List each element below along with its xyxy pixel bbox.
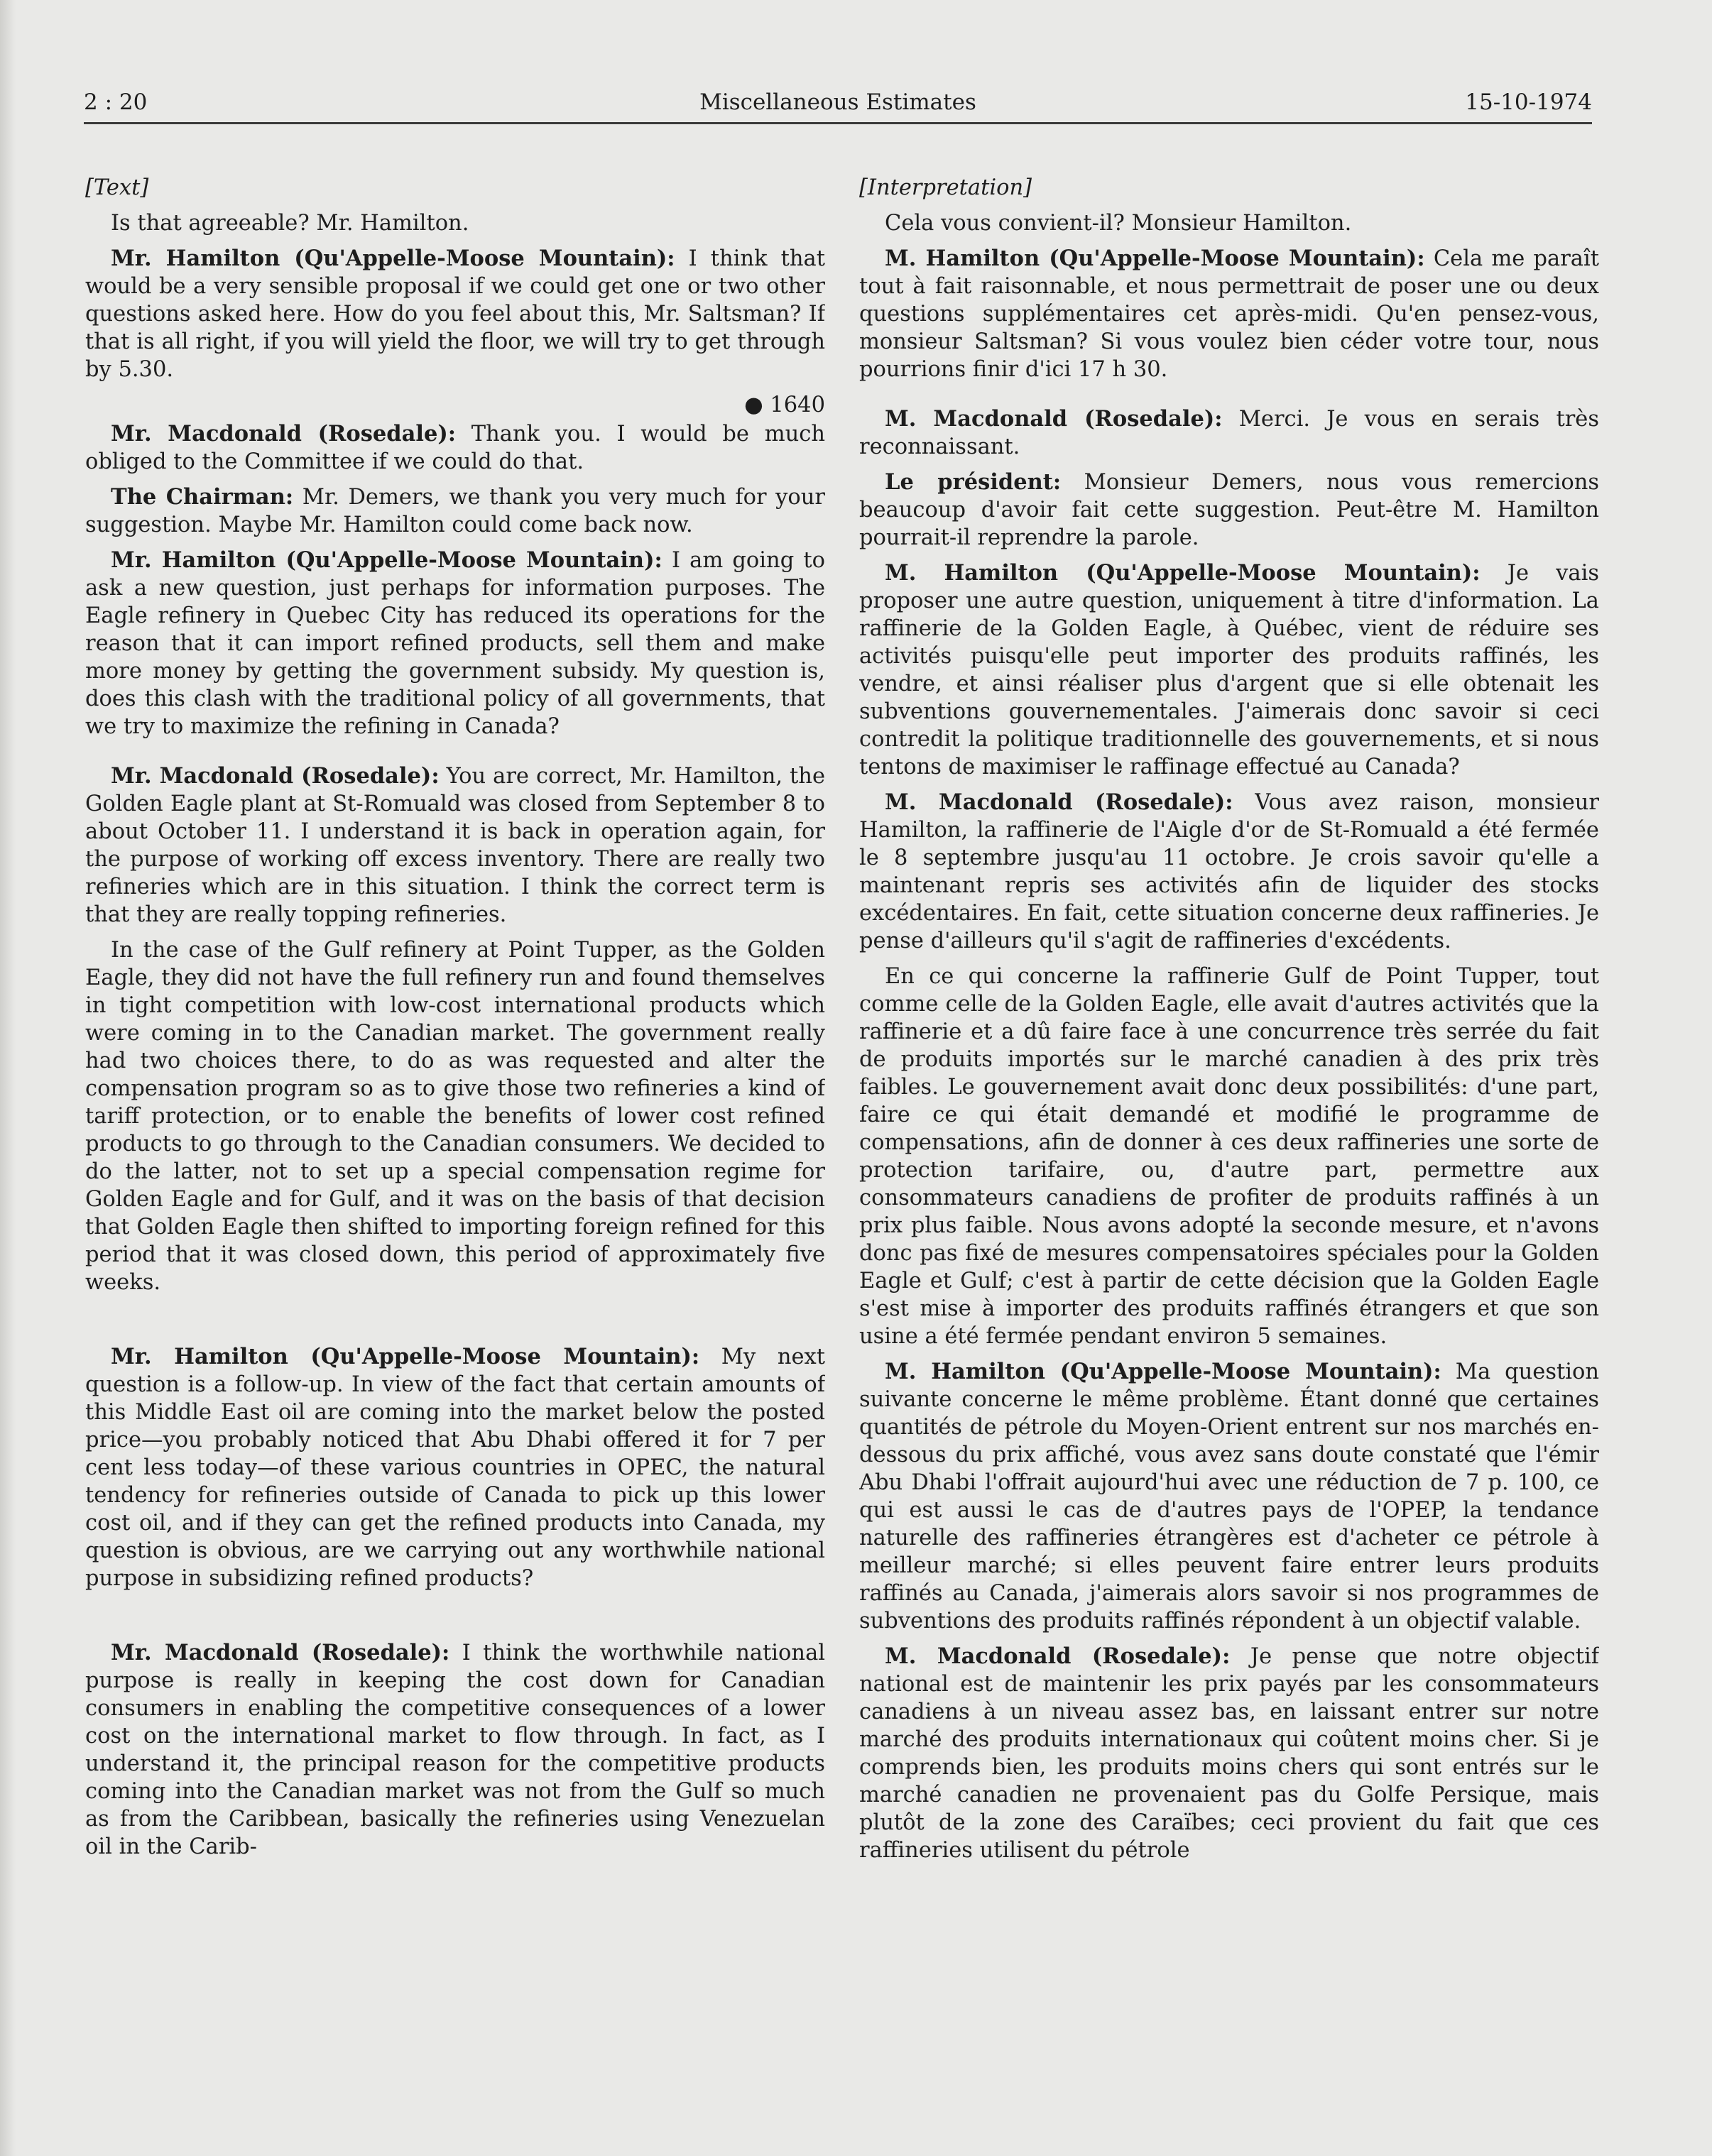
speech-text: I think that would be a very sensible proposal if we could get one or two other questions asked here. How do you feel about this, Mr. Saltsman? If that is all right, if you will yield the floor, we will try to get through by 5.30. bbox=[85, 246, 825, 382]
running-title: Miscellaneous Estimates bbox=[699, 89, 976, 115]
paragraph bbox=[859, 559, 1599, 781]
paragraph bbox=[85, 547, 825, 740]
speaker-name: Mr. Macdonald (Rosedale): bbox=[111, 1640, 450, 1665]
speech-text: My next question is a follow-up. In view of the fact that certain amounts of this Middle East oil are coming into the market below the posted price—you probably noticed that Abu Dhabi offered it for 7 per cent less today—of these various countries in OPEC, the natural tendency for refineries outside of Canada to pick up this lower cost oil, and if they can get the refined products into Canada, my question is obvious, are we carrying out any worthwhile national purpose in subsidizing refined products? bbox=[85, 1345, 825, 1591]
paragraph: In the case of the Gulf refinery at Point Tupper, as the Golden Eagle, they did not have the full refinery run and found themselves in tight competition with low-cost international products which were coming in to the Canadian market. The government really had two choices there, to do as was requested and alter the compensation program so as to give those two refineries a kind of tariff protection, or to enable the benefits of lower cost refined products to go through to the Canadian consumers. We decided to do the latter, not to set up a special compensation regime for Golden Eagle and for Gulf, and it was on the basis of that decision that Golden Eagle then shifted to importing foreign refined for this period that it was closed down, this period of approximately five weeks. bbox=[85, 938, 825, 1295]
speech-text: I am going to ask a new question, just perhaps for information purposes. The Eagle refinery in Quebec City has reduced its operations for the reason that it can import refined products, sell them and make more money by getting the government subsidy. My question is, does this clash with the traditional policy of all governments, that we try to maximize the refining in Canada? bbox=[85, 548, 825, 739]
speech-text: You are correct, Mr. Hamilton, the Golden Eagle plant at St-Romuald was closed from September 8 to about October 11. I understand it is back in operation again, for the purpose of working off excess inventory. There are really two refineries which are in this situation. I think the correct term is that they are really topping refineries. bbox=[85, 764, 825, 927]
speaker-name: The Chairman: bbox=[111, 484, 294, 510]
paragraph bbox=[85, 762, 825, 929]
page-date: 15-10-1974 bbox=[1465, 89, 1592, 115]
paragraph bbox=[85, 1343, 825, 1592]
speech-text: Je vais proposer une autre question, uniquement à titre d'information. La raffinerie de la Golden Eagle, à Québec, vient de réduire ses activités puisqu'elle peut importer des produits raffinés, les vendre, et ainsi réaliser plus d'argent que si elle obtenait les subventions gouvernementales. J'aimerais donc savoir si ceci contredit la politique traditionnelle des gouvernements, et si nous tentons de maximiser le raffinage effectué au Canada? bbox=[859, 561, 1599, 779]
speaker-name: M. Macdonald (Rosedale): bbox=[885, 1643, 1231, 1669]
paragraph: Cela vous convient-il? Monsieur Hamilton. bbox=[885, 211, 1352, 236]
speaker-name: Mr. Hamilton (Qu'Appelle-Moose Mountain): bbox=[111, 1344, 700, 1369]
page-edge bbox=[0, 0, 16, 2156]
speaker-name: Mr. Macdonald (Rosedale): bbox=[111, 421, 457, 447]
speaker-name: M. Hamilton (Qu'Appelle-Moose Mountain): bbox=[885, 1359, 1441, 1384]
speech-text: Ma question suivante concerne le même problème. Étant donné que certaines quantités de pétrole du Moyen-Orient entrent sur nos marchés en-dessous du prix affiché, vous avez sans doute constaté que l'émir Abu Dhabi l'offrait aujourd'hui avec une réduction de 7 p. 100, ce qui est aussi le cas de d'autres pays de l'OPEP, la tendance naturelle des raffineries étrangères est d'acheter ce pétrole à meilleur marché; si elles peuvent faire entrer leurs produits raffinés au Canada, j'aimerais alors savoir si nos programmes de subventions des produits raffinés répondent à un objectif valable. bbox=[859, 1359, 1599, 1634]
paragraph bbox=[85, 245, 825, 383]
section-tag: [Text] bbox=[85, 175, 149, 200]
speaker-name: Mr. Hamilton (Qu'Appelle-Moose Mountain): bbox=[111, 547, 663, 573]
speech-text: I think the worthwhile national purpose is really in keeping the cost down for Canadian consumers in enabling the competitive consequences of a lower cost on the international market to flow through. In fact, as I understand it, the principal reason for the competitive products coming into the Canadian market was not from the Gulf so much as from the Caribbean, basically the refineries using Venezuelan oil in the Carib- bbox=[85, 1641, 825, 1859]
paragraph bbox=[859, 1643, 1599, 1864]
speech-text: Mr. Demers, we thank you very much for your suggestion. Maybe Mr. Hamilton could come back now. bbox=[85, 485, 825, 537]
speech-text: Monsieur Demers, nous vous remercions beaucoup d'avoir fait cette suggestion. Peut-être M. Hamilton pourrait-il reprendre la parole. bbox=[859, 470, 1599, 550]
french-column bbox=[859, 174, 1599, 2091]
speech-text: Vous avez raison, monsieur Hamilton, la raffinerie de l'Aigle d'or de St-Romuald a été fermée le 8 septembre jusqu'au 11 octobre. Je crois savoir qu'elle a maintenant repris ses activités afin de liquider des stocks excédentaires. En fait, cette situation concerne deux raffineries. Je pense d'ailleurs qu'il s'agit de raffineries d'excédents. bbox=[859, 790, 1599, 953]
paragraph: En ce qui concerne la raffinerie Gulf de Point Tupper, tout comme celle de la Golden Eagle, elle avait d'autres activités que la raffinerie et a dû faire face à une concurrence très serrée du fait de produits importés sur le marché canadien à des prix très faibles. Le gouvernement avait donc deux possibilités: d'une part, faire ce qui était demandé et modifié le programme de compensations, afin de donner à ces deux raffineries une sorte de protection tarifaire, ou, d'autre part, permettre aux consommateurs canadiens de profiter de produits raffinés à un prix plus faible. Nous avons adopté la seconde mesure, et n'avons donc pas fixé de mesures compensatoires spéciales pour la Golden Eagle et Gulf; c'est à partir de cette décision que la Golden Eagle s'est mise à importer des produits raffinés étrangers et que son usine a été fermée pendant environ 5 semaines. bbox=[859, 964, 1599, 1349]
speaker-name: Mr. Hamilton (Qu'Appelle-Moose Mountain): bbox=[111, 246, 675, 271]
paragraph bbox=[859, 245, 1599, 383]
speaker-name: M. Hamilton (Qu'Appelle-Moose Mountain): bbox=[885, 246, 1425, 271]
paragraph bbox=[859, 1358, 1599, 1635]
speech-text: Merci. Je vous en serais très reconnaissant. bbox=[859, 407, 1599, 459]
speaker-name: M. Macdonald (Rosedale): bbox=[885, 406, 1223, 432]
speech-text: Cela me paraît tout à fait raisonnable, et nous permettrait de poser une ou deux questions supplémentaires cet après-midi. Qu'en pensez-vous, monsieur Saltsman? Si vous voulez bien céder votre tour, nous pourrions finir d'ici 17 h 30. bbox=[859, 246, 1599, 382]
paragraph bbox=[85, 1639, 825, 1861]
speaker-name: Le président: bbox=[885, 469, 1062, 495]
speaker-name: M. Macdonald (Rosedale): bbox=[885, 789, 1233, 815]
speech-text: Je pense que notre objectif national est de maintenir les prix payés par les consommateurs canadiens à un niveau assez bas, en laissant entrer sur notre marché des produits internationaux qui coûtent moins cher. Si je comprends bien, les produits moins chers qui sont entrés sur le marché canadien ne provenaient pas du Golfe Persique, mais plutôt de la zone des Caraïbes; ceci provient du fait que ces raffineries utilisent du pétrole bbox=[859, 1644, 1599, 1863]
time-marker: ● 1640 bbox=[744, 393, 825, 417]
speaker-name: Mr. Macdonald (Rosedale): bbox=[111, 763, 440, 789]
section-tag: [Interpretation] bbox=[859, 175, 1032, 200]
english-column bbox=[85, 174, 825, 2091]
paragraph bbox=[859, 469, 1599, 552]
page-header bbox=[84, 89, 1592, 124]
paragraph bbox=[859, 405, 1599, 461]
paragraph bbox=[85, 420, 825, 476]
paragraph bbox=[85, 483, 825, 539]
speaker-name: M. Hamilton (Qu'Appelle-Moose Mountain): bbox=[885, 560, 1481, 586]
page-number: 2 : 20 bbox=[84, 89, 148, 115]
paragraph bbox=[859, 789, 1599, 955]
paragraph: Is that agreeable? Mr. Hamilton. bbox=[111, 211, 469, 236]
speech-text: Thank you. I would be much obliged to the Committee if we could do that. bbox=[85, 422, 825, 474]
